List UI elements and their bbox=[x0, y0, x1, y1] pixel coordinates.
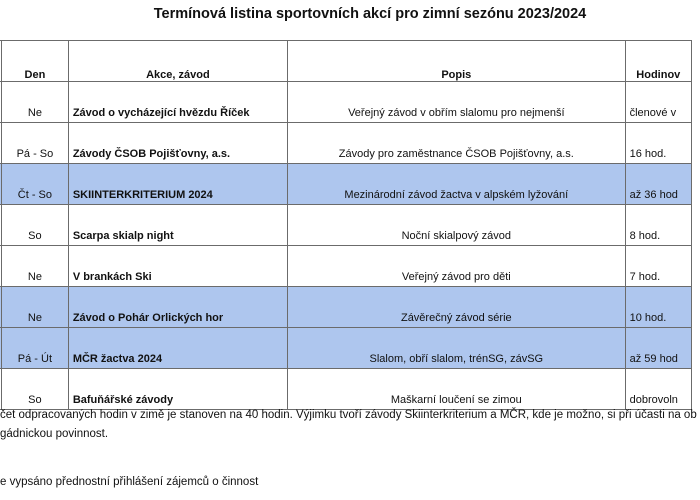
cell-hodiny[interactable]: 8 hod. bbox=[625, 205, 691, 246]
table-row bbox=[0, 246, 692, 287]
table-row bbox=[0, 164, 692, 205]
cell-akce[interactable]: Závod o vycházející hvězdu Říček bbox=[68, 82, 287, 123]
cell-popis[interactable]: Mezinárodní závod žactva v alpském lyžování bbox=[288, 164, 626, 205]
table-row bbox=[0, 287, 692, 328]
header-popis[interactable]: Popis bbox=[288, 41, 626, 82]
note-line-3: e vypsáno přednostní přihlášení zájemců o činnost bbox=[0, 476, 259, 488]
cell-den[interactable]: Pá - So bbox=[2, 123, 69, 164]
cell-hodiny[interactable]: až 59 hod bbox=[625, 328, 691, 369]
table-row bbox=[0, 369, 692, 410]
table-row bbox=[0, 123, 692, 164]
table-header-row bbox=[0, 41, 692, 82]
header-akce[interactable]: Akce, závod bbox=[68, 41, 287, 82]
cell-akce[interactable]: MČR žactva 2024 bbox=[68, 328, 287, 369]
cell-popis[interactable]: Noční skialpový závod bbox=[288, 205, 626, 246]
cell-akce[interactable]: Závod o Pohár Orlických hor bbox=[68, 287, 287, 328]
cell-akce[interactable]: SKIINTERKRITERIUM 2024 bbox=[68, 164, 287, 205]
cell-hodiny[interactable]: dobrovoln bbox=[625, 369, 691, 410]
cell-hodiny[interactable]: 10 hod. bbox=[625, 287, 691, 328]
cell-den[interactable]: Ne bbox=[2, 82, 69, 123]
cell-akce[interactable]: Scarpa skialp night bbox=[68, 205, 287, 246]
cell-akce[interactable]: Závody ČSOB Pojišťovny, a.s. bbox=[68, 123, 287, 164]
cell-akce[interactable]: V brankách Ski bbox=[68, 246, 287, 287]
cell-akce[interactable]: Bafuňářské závody bbox=[68, 369, 287, 410]
cell-hodiny[interactable]: 16 hod. bbox=[625, 123, 691, 164]
cell-popis[interactable]: Veřejný závod pro děti bbox=[288, 246, 626, 287]
cell-den[interactable]: Pá - Út bbox=[2, 328, 69, 369]
cell-hodiny[interactable]: 7 hod. bbox=[625, 246, 691, 287]
note-line-1: čet odpracovaných hodin v zimě je stanoven na 40 hodin. Výjimku tvoří závody Skiinterkriterium a MČR, kde je možno, si při účasti na ob bbox=[0, 409, 697, 421]
table-row bbox=[0, 205, 692, 246]
cell-popis[interactable]: Slalom, obří slalom, trénSG, závSG bbox=[288, 328, 626, 369]
table-row bbox=[0, 82, 692, 123]
events-table bbox=[0, 40, 692, 410]
cell-den[interactable]: So bbox=[2, 369, 69, 410]
note-line-2: gádnickou povinnost. bbox=[0, 428, 109, 440]
header-den[interactable]: Den bbox=[2, 41, 69, 82]
cell-den[interactable]: Čt - So bbox=[2, 164, 69, 205]
cell-popis[interactable]: Maškarní loučení se zimou bbox=[288, 369, 626, 410]
cell-popis[interactable]: Závěrečný závod série bbox=[288, 287, 626, 328]
cell-hodiny[interactable]: až 36 hod bbox=[625, 164, 691, 205]
cell-den[interactable]: So bbox=[2, 205, 69, 246]
table-row bbox=[0, 328, 692, 369]
cell-den[interactable]: Ne bbox=[2, 246, 69, 287]
cell-popis[interactable]: Veřejný závod v obřím slalomu pro nejmenší bbox=[288, 82, 626, 123]
cell-den[interactable]: Ne bbox=[2, 287, 69, 328]
page-title: Termínová listina sportovních akcí pro zimní sezónu 2023/2024 bbox=[153, 6, 587, 22]
cell-popis[interactable]: Závody pro zaměstnance ČSOB Pojišťovny, a.s. bbox=[288, 123, 626, 164]
header-hodiny[interactable]: Hodinov bbox=[625, 41, 691, 82]
cell-hodiny[interactable]: členové v bbox=[625, 82, 691, 123]
